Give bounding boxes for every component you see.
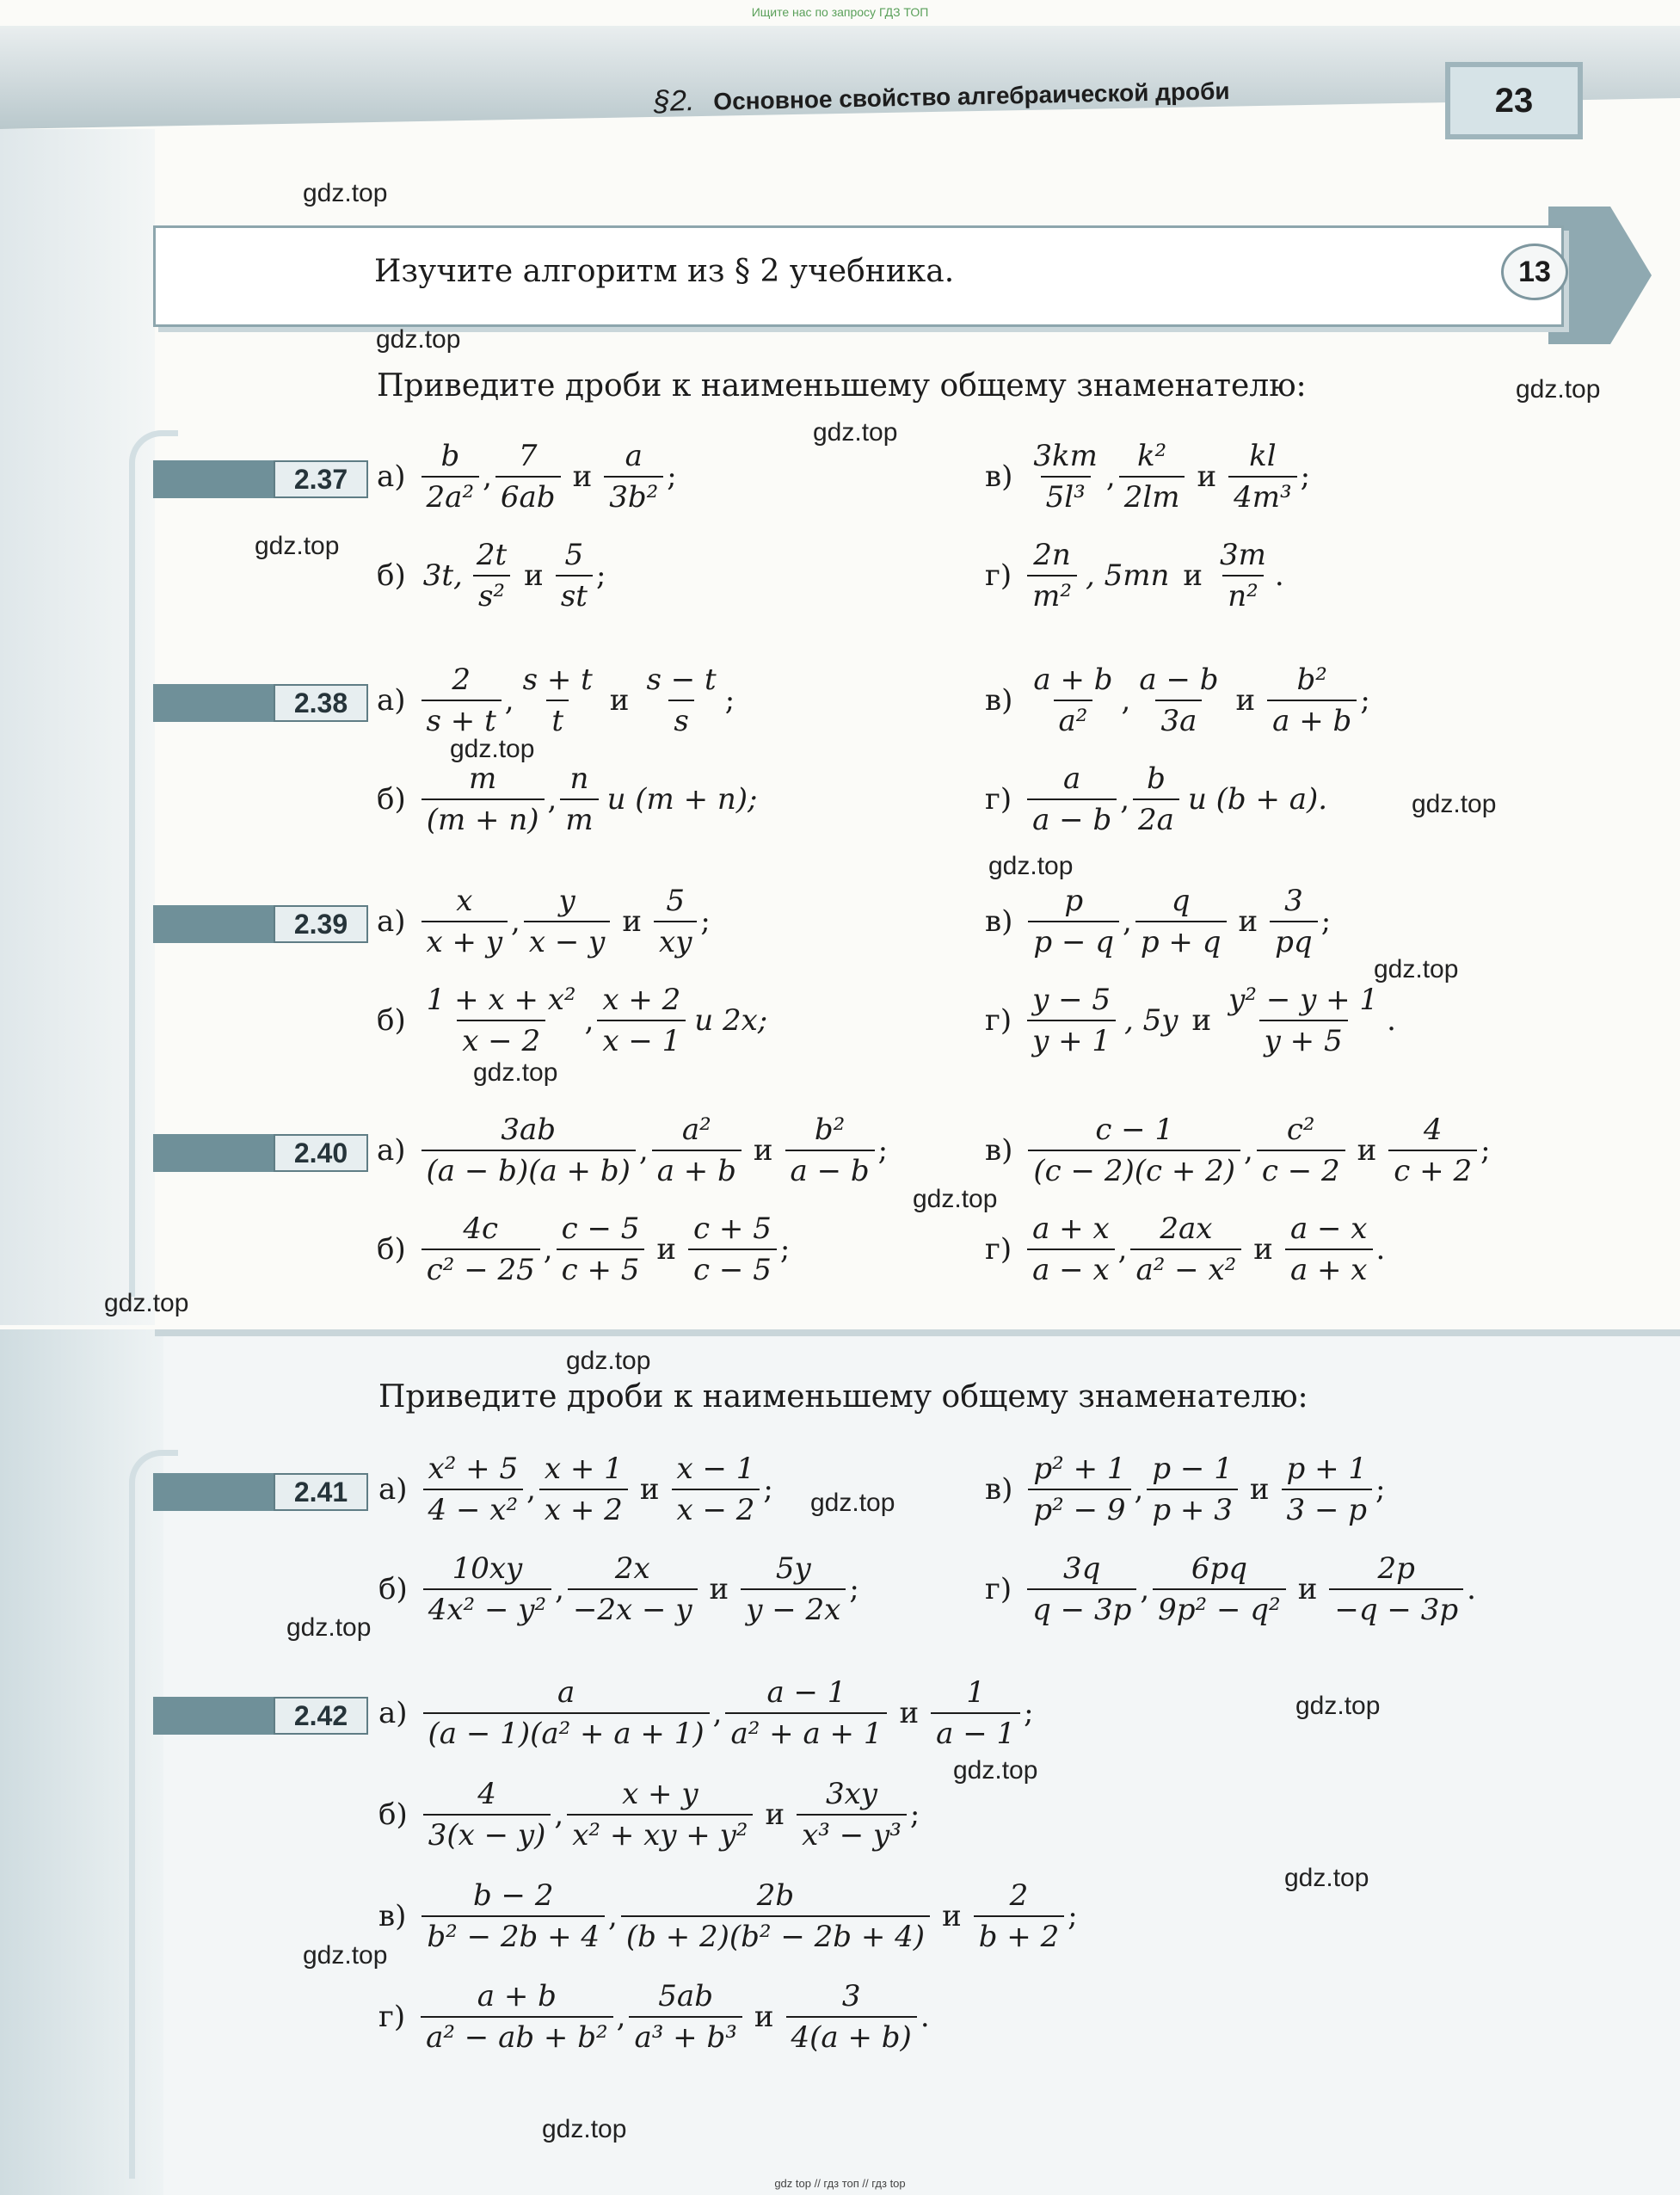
instruction-2: Приведите дроби к наименьшему общему знаменателю:: [378, 1379, 1308, 1415]
fraction: $\frac{a - x}{a + x}$: [1285, 1212, 1373, 1287]
item-label: г): [378, 2000, 406, 2034]
fraction: $\frac{x + 1}{x + 2}$: [539, 1452, 628, 1527]
problem-242-a: а) $\frac{a}{\text{(a − 1)(a² + a + 1)}}$ , $\frac{a - 1}{\text{a² + a + 1}}$ и $\frac{1}{a - 1}$ ;: [378, 1675, 1034, 1751]
fraction: $\frac{2x}{-2x - y}$: [568, 1551, 698, 1627]
item-label: в): [985, 459, 1013, 494]
problem-240-g: г) $\frac{a + x}{a - x}$ , $\frac{2ax}{\text{a² − x²}}$ и $\frac{a - x}{a + x}$ .: [985, 1212, 1386, 1287]
problem-240-b: б) $\frac{4c}{\text{c² − 25}}$ , $\frac{c - 5}{c + 5}$ и $\frac{c + 5}{c - 5}$ ;: [377, 1212, 791, 1287]
item-label: б): [377, 1003, 406, 1038]
problem-241-v: в) $\frac{\text{p² + 1}}{\text{p² − 9}}$ , $\frac{p - 1}{p + 3}$ и $\frac{p + 1}{3 - p}$ ;: [985, 1452, 1386, 1527]
watermark: gdz.top: [450, 735, 535, 763]
fraction: $\frac{2}{s + t}$: [422, 663, 502, 738]
problem-242-v: в) $\frac{b - 2}{\text{b² − 2b + 4}}$ , $\frac{2b}{\text{(b + 2)(b² − 2b + 4)}}$ и $\frac{2}{b + 2}$ ;: [378, 1878, 1078, 1954]
fraction: $\frac{x + y}{\text{x² + xy + y²}}$: [567, 1777, 753, 1853]
bottom-panel: [0, 1329, 1680, 2195]
fraction: $\frac{s - t}{s}$: [646, 663, 717, 738]
top-note: Ищите нас по запросу ГДЗ ТОП: [751, 5, 929, 19]
problem-number-label: 2.38: [274, 684, 368, 722]
fraction: $\frac{\text{b²}}{a - b}$: [785, 1113, 875, 1188]
problem-239-g: г) $\frac{y - 5}{y + 1}$ , 5y и $\frac{\text{y² − y + 1}}{y + 5}$ .: [985, 983, 1396, 1058]
watermark: gdz.top: [988, 852, 1074, 880]
problem-number-label: 2.41: [274, 1473, 368, 1511]
problem-number: [153, 1473, 368, 1511]
fraction: $\frac{a}{a - b}$: [1027, 761, 1117, 837]
fraction: $\frac{m}{(m + n)}$: [422, 761, 545, 837]
fraction: $\frac{a}{\text{(a − 1)(a² + a + 1)}}$: [423, 1675, 710, 1751]
fraction: $\frac{\text{b²}}{a + b}$: [1267, 663, 1357, 738]
problem-238-b: б) $\frac{m}{(m + n)}$ , $\frac{n}{m}$ и (m + n);: [377, 761, 758, 837]
fraction: $\frac{\text{x² + 5}}{\text{4 − x²}}$: [423, 1452, 524, 1527]
watermark: gdz.top: [376, 325, 461, 354]
fraction: $\frac{3ab}{(a - b)(a + b)}$: [422, 1113, 636, 1188]
item-label: б): [377, 782, 406, 817]
fraction: $\frac{3}{4(a + b)}$: [786, 1979, 917, 2055]
problem-239-v: в) $\frac{p}{p - q}$ , $\frac{q}{p + q}$ и $\frac{3}{pq}$ ;: [985, 884, 1332, 959]
problem-number-label: 2.39: [274, 905, 368, 943]
fraction: $\frac{3q}{q - 3p}$: [1027, 1551, 1136, 1627]
fraction: $\frac{c - 1}{(c - 2)(c + 2)}$: [1028, 1113, 1240, 1188]
item-label: в): [985, 683, 1013, 718]
item-label: б): [378, 1797, 408, 1832]
fraction: $\frac{5y}{y - 2x}$: [741, 1551, 846, 1627]
watermark: gdz.top: [1284, 1864, 1369, 1892]
item-label: в): [985, 904, 1013, 939]
problem-number: [153, 460, 368, 498]
problem-238-a: а) $\frac{2}{s + t}$ , $\frac{s + t}{t}$ и $\frac{s - t}{s}$ ;: [377, 663, 735, 738]
fraction: $\frac{n}{m}$: [560, 761, 598, 837]
watermark: gdz.top: [286, 1613, 372, 1642]
fraction: $\frac{b}{2a}$: [1133, 761, 1179, 837]
fraction: $\frac{5ab}{\text{a³ + b³}}$: [629, 1979, 742, 2055]
item-label: а): [378, 1472, 408, 1507]
problem-238-v: в) $\frac{a + b}{\text{a²}}$ , $\frac{a - b}{3a}$ и $\frac{\text{b²}}{a + b}$ ;: [985, 663, 1370, 738]
problem-241-a: а) $\frac{\text{x² + 5}}{\text{4 − x²}}$ , $\frac{x + 1}{x + 2}$ и $\frac{x - 1}{x - 2}$ ;: [378, 1452, 773, 1527]
item-label: в): [985, 1472, 1013, 1507]
fraction: $\frac{b}{\text{2a²}}$: [422, 439, 480, 515]
fraction: $\frac{x}{x + y}$: [422, 884, 508, 959]
watermark: gdz.top: [1516, 375, 1601, 404]
watermark: gdz.top: [1295, 1692, 1381, 1720]
fraction: $\frac{2p}{-q - 3p}$: [1329, 1551, 1463, 1627]
fraction: $\frac{3xy}{\text{x³ − y³}}$: [797, 1777, 907, 1853]
fraction: $\frac{a - b}{3a}$: [1139, 663, 1219, 738]
problem-238-g: г) $\frac{a}{a - b}$ , $\frac{b}{2a}$ и (b + a).: [985, 761, 1328, 837]
watermark: gdz.top: [810, 1489, 895, 1517]
problem-237-a: а) $\frac{b}{\text{2a²}}$ , $\frac{7}{6ab}$ и $\frac{a}{\text{3b²}}$ ;: [377, 439, 677, 515]
fraction: $\frac{p}{p - q}$: [1028, 884, 1119, 959]
item-label: а): [377, 683, 406, 718]
item-label: а): [377, 1133, 406, 1168]
item-label: б): [377, 558, 406, 593]
fraction: $\frac{\text{k²}}{2lm}$: [1119, 439, 1185, 515]
fraction: $\frac{4}{3(x - y)}$: [423, 1777, 551, 1853]
problem-number: [153, 684, 368, 722]
item-label: б): [378, 1572, 408, 1606]
fraction: $\frac{1}{a - 1}$: [931, 1675, 1020, 1751]
fraction: $\frac{7}{6ab}$: [495, 439, 561, 515]
problem-number-label: 2.42: [274, 1697, 368, 1735]
item-label: а): [377, 459, 406, 494]
fraction: $\frac{\text{a²}}{a + b}$: [652, 1113, 742, 1188]
fraction: $\frac{2}{b + 2}$: [974, 1878, 1065, 1954]
fraction: $\frac{6pq}{\text{9p² − q²}}$: [1153, 1551, 1286, 1627]
problem-number-label: 2.40: [274, 1134, 368, 1172]
problem-239-b: б) $\frac{\text{1 + x + x²}}{x - 2}$ , $\frac{x + 2}{x - 1}$ и 2x;: [377, 983, 768, 1058]
fraction: $\frac{p - 1}{p + 3}$: [1147, 1452, 1238, 1527]
item-label: в): [985, 1133, 1013, 1168]
fraction: $\frac{\text{y² − y + 1}}{y + 5}$: [1228, 983, 1379, 1058]
item-label: в): [378, 1899, 407, 1933]
problem-239-a: а) $\frac{x}{x + y}$ , $\frac{y}{x - y}$ и $\frac{5}{xy}$ ;: [377, 884, 711, 959]
fraction: $\frac{4c}{\text{c² − 25}}$: [422, 1212, 540, 1287]
fraction: $\frac{s + t}{t}$: [522, 663, 593, 738]
watermark: gdz.top: [255, 532, 340, 560]
fraction: $\frac{a - 1}{\text{a² + a + 1}}$: [725, 1675, 887, 1751]
bracket-bottom: [129, 1450, 178, 2179]
watermark: gdz.top: [1374, 955, 1459, 983]
fraction: $\frac{3m}{\text{n²}}$: [1220, 538, 1266, 613]
fraction: $\frac{3km}{\text{5l³}}$: [1033, 439, 1098, 515]
watermark: gdz.top: [953, 1756, 1038, 1785]
problem-242-g: г) $\frac{a + b}{\text{a² − ab + b²}}$ , $\frac{5ab}{\text{a³ + b³}}$ и $\frac{3}{4(a + b)}$ .: [378, 1979, 930, 2055]
banner-text: Изучите алгоритм из § 2 учебника.: [374, 254, 955, 289]
item-label: г): [985, 558, 1012, 593]
fraction: $\frac{\text{c²}}{c - 2}$: [1257, 1113, 1345, 1188]
item-label: г): [985, 782, 1012, 817]
fraction: $\frac{10xy}{\text{4x² − y²}}$: [423, 1551, 551, 1627]
watermark: gdz.top: [1412, 790, 1497, 818]
watermark: gdz.top: [473, 1058, 558, 1087]
fraction: $\frac{c + 5}{c - 5}$: [688, 1212, 777, 1287]
fraction: $\frac{a + x}{a - x}$: [1027, 1212, 1115, 1287]
item-label: г): [985, 1232, 1012, 1267]
problem-number: [153, 905, 368, 943]
fraction: $\frac{y}{x - y}$: [524, 884, 611, 959]
watermark: gdz.top: [542, 2115, 627, 2143]
watermark: gdz.top: [566, 1347, 651, 1375]
instruction-1: Приведите дроби к наименьшему общему знаменателю:: [377, 368, 1307, 404]
problem-number: [153, 1697, 368, 1735]
fraction: $\frac{2b}{\text{(b + 2)(b² − 2b + 4)}}$: [621, 1878, 930, 1954]
problem-237-v: в) $\frac{3km}{\text{5l³}}$ , $\frac{\text{k²}}{2lm}$ и $\frac{kl}{\text{4m³}}$ ;: [985, 439, 1311, 515]
watermark: gdz.top: [813, 418, 898, 447]
bottom-note: gdz top // гдз топ // гдз top: [774, 2177, 906, 2190]
fraction: $\frac{2n}{\text{m²}}$: [1027, 538, 1077, 613]
section-divider: [155, 1329, 1680, 1336]
lesson-badge: 13: [1501, 244, 1568, 300]
watermark: gdz.top: [303, 179, 388, 207]
fraction: $\frac{q}{p + q}$: [1135, 884, 1227, 959]
problem-242-b: б) $\frac{4}{3(x - y)}$ , $\frac{x + y}{\text{x² + xy + y²}}$ и $\frac{3xy}{\text{x³ − y³}}$ ;: [378, 1777, 920, 1853]
problem-237-g: г) $\frac{2n}{\text{m²}}$ , 5mn и $\frac{3m}{\text{n²}}$ .: [985, 538, 1284, 613]
fraction: $\frac{a + b}{\text{a²}}$: [1033, 663, 1113, 738]
item-label: а): [377, 904, 406, 939]
fraction: $\frac{x - 1}{x - 2}$: [672, 1452, 760, 1527]
fraction: $\frac{a}{\text{3b²}}$: [604, 439, 663, 515]
watermark: gdz.top: [303, 1941, 388, 1970]
fraction: $\frac{kl}{\text{4m³}}$: [1228, 439, 1297, 515]
problem-240-v: в) $\frac{c - 1}{(c - 2)(c + 2)}$ , $\frac{\text{c²}}{c - 2}$ и $\frac{4}{c + 2}$ ;: [985, 1113, 1491, 1188]
watermark: gdz.top: [104, 1289, 189, 1317]
item-label: г): [985, 1572, 1012, 1606]
fraction: $\frac{5}{xy}$: [654, 884, 697, 959]
fraction: $\frac{b - 2}{\text{b² − 2b + 4}}$: [422, 1878, 605, 1954]
fraction: $\frac{5}{st}$: [556, 538, 593, 613]
page-number: 23: [1445, 62, 1583, 139]
fraction: $\frac{3}{pq}$: [1270, 884, 1318, 959]
section-title-text: Основное свойство алгебраической дроби: [713, 77, 1230, 115]
fraction: $\frac{2ax}{\text{a² − x²}}$: [1130, 1212, 1241, 1287]
fraction: $\frac{c - 5}{c + 5}$: [557, 1212, 645, 1287]
item-label: а): [378, 1696, 408, 1730]
problem-241-g: г) $\frac{3q}{q - 3p}$ , $\frac{6pq}{\text{9p² − q²}}$ и $\frac{2p}{-q - 3p}$ .: [985, 1551, 1476, 1627]
problem-241-b: б) $\frac{10xy}{\text{4x² − y²}}$ , $\frac{2x}{-2x - y}$ и $\frac{5y}{y - 2x}$ ;: [378, 1551, 859, 1627]
problem-240-a: а) $\frac{3ab}{(a - b)(a + b)}$ , $\frac{\text{a²}}{a + b}$ и $\frac{\text{b²}}{a - b}$ ;: [377, 1113, 889, 1188]
fraction: $\frac{4}{c + 2}$: [1388, 1113, 1477, 1188]
fraction: $\frac{x + 2}{x - 1}$: [597, 983, 686, 1058]
watermark: gdz.top: [913, 1185, 998, 1213]
fraction: $\frac{a + b}{\text{a² − ab + b²}}$: [421, 1979, 613, 2055]
fraction: $\frac{\text{p² + 1}}{\text{p² − 9}}$: [1028, 1452, 1130, 1527]
fraction: $\frac{\text{1 + x + x²}}{x - 2}$: [426, 983, 576, 1058]
fraction: $\frac{2t}{\text{s²}}$: [471, 538, 512, 613]
problem-237-b: б) 3t, $\frac{2t}{\text{s²}}$ и $\frac{5}{st}$ ;: [377, 538, 606, 613]
problem-number: [153, 1134, 368, 1172]
fraction: $\frac{y - 5}{y + 1}$: [1027, 983, 1116, 1058]
item-label: г): [985, 1003, 1012, 1038]
section-mark: §2.: [653, 84, 695, 119]
problem-number-label: 2.37: [274, 460, 368, 498]
item-label: б): [377, 1232, 406, 1267]
fraction: $\frac{p + 1}{3 - p}$: [1282, 1452, 1373, 1527]
